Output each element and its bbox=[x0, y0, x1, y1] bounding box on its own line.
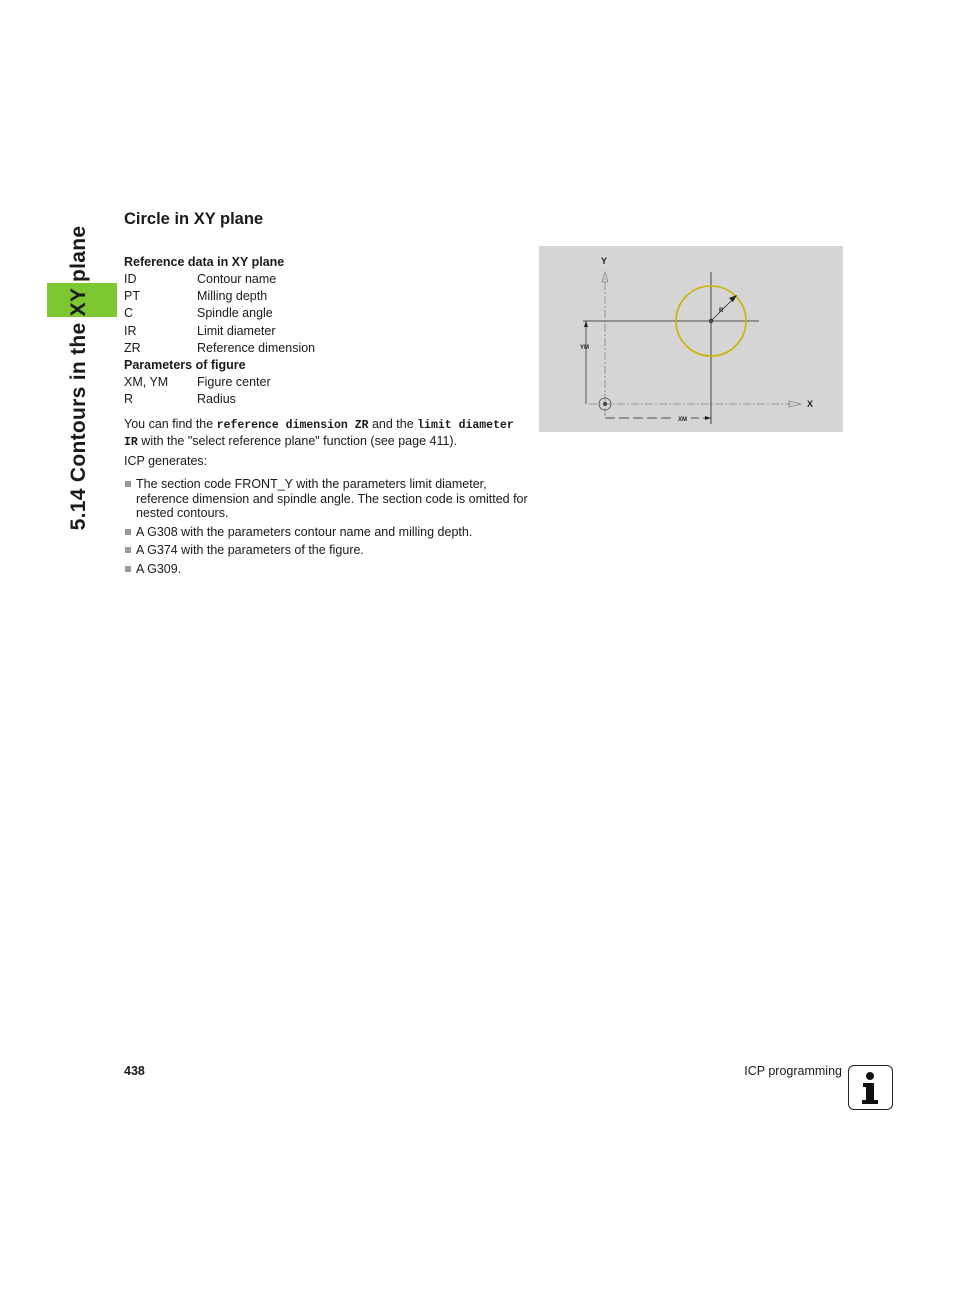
param-key: IR bbox=[124, 324, 137, 338]
bullet-square-icon bbox=[125, 566, 131, 572]
param-row bbox=[124, 306, 544, 323]
param-key: ID bbox=[124, 272, 137, 286]
chapter-name: ICP programming bbox=[744, 1064, 842, 1078]
ym-label: YM bbox=[580, 345, 589, 351]
list-item bbox=[124, 543, 534, 558]
reference-note bbox=[124, 417, 534, 450]
note-text: You can find the bbox=[124, 417, 217, 431]
bullet-square-icon bbox=[125, 547, 131, 553]
param-value: Limit diameter bbox=[197, 324, 276, 338]
diagram-svg bbox=[539, 246, 843, 432]
param-key: R bbox=[124, 392, 134, 406]
list-item-text: The section code FRONT_Y with the parameters limit diameter, reference dimension and spindle angle. The section code is omitted for nested contours. bbox=[136, 477, 528, 520]
xm-arrow-icon bbox=[705, 416, 711, 420]
radius-label: R bbox=[719, 308, 724, 314]
radius-arrow-icon bbox=[729, 295, 737, 302]
icp-generates-label: ICP generates: bbox=[124, 454, 208, 468]
param-value: Milling depth bbox=[197, 289, 268, 303]
generated-list bbox=[124, 477, 534, 576]
circle-diagram bbox=[539, 246, 843, 432]
info-icon bbox=[848, 1065, 893, 1110]
xm-label: XM bbox=[678, 417, 687, 423]
reference-data-title: Reference data in XY plane bbox=[124, 255, 285, 269]
param-row bbox=[124, 324, 544, 341]
param-value: Contour name bbox=[197, 272, 277, 286]
bullet-square-icon bbox=[125, 529, 131, 535]
param-value: Figure center bbox=[197, 375, 271, 389]
param-value: Spindle angle bbox=[197, 306, 273, 320]
param-row bbox=[124, 341, 544, 358]
param-row bbox=[124, 375, 544, 392]
ym-arrow-icon bbox=[584, 321, 588, 327]
list-item bbox=[124, 562, 534, 577]
x-axis-label: X bbox=[807, 399, 814, 409]
chapter-section-title: 5.14 Contours in the XY plane bbox=[67, 225, 90, 531]
param-key: PT bbox=[124, 289, 140, 303]
info-glyph bbox=[849, 1066, 891, 1108]
y-arrow-icon bbox=[602, 272, 608, 282]
list-item-text: A G308 with the parameters contour name and milling depth. bbox=[136, 524, 473, 539]
bullet-square-icon bbox=[125, 481, 131, 487]
param-key: C bbox=[124, 306, 134, 320]
list-item bbox=[124, 525, 534, 540]
note-code-zr: reference dimension ZR bbox=[216, 419, 369, 432]
param-row bbox=[124, 392, 544, 409]
param-key: ZR bbox=[124, 341, 141, 355]
note-code-ir: limit diameter IR bbox=[124, 419, 514, 449]
param-row bbox=[124, 289, 544, 306]
list-item bbox=[124, 477, 534, 521]
page-title: Circle in XY plane bbox=[124, 210, 264, 228]
figure-params-title: Parameters of figure bbox=[124, 358, 246, 372]
list-item-text: A G309. bbox=[136, 561, 182, 576]
param-value: Reference dimension bbox=[197, 341, 316, 355]
y-axis-label: Y bbox=[601, 256, 608, 266]
param-value: Radius bbox=[197, 392, 236, 406]
list-item-text: A G374 with the parameters of the figure. bbox=[136, 543, 364, 557]
param-key: XM, YM bbox=[124, 375, 169, 389]
note-text: and the bbox=[368, 417, 418, 431]
param-row bbox=[124, 272, 544, 289]
page-number: 438 bbox=[124, 1064, 145, 1078]
note-text: with the "select reference plane" function (see page 411). bbox=[137, 433, 458, 448]
